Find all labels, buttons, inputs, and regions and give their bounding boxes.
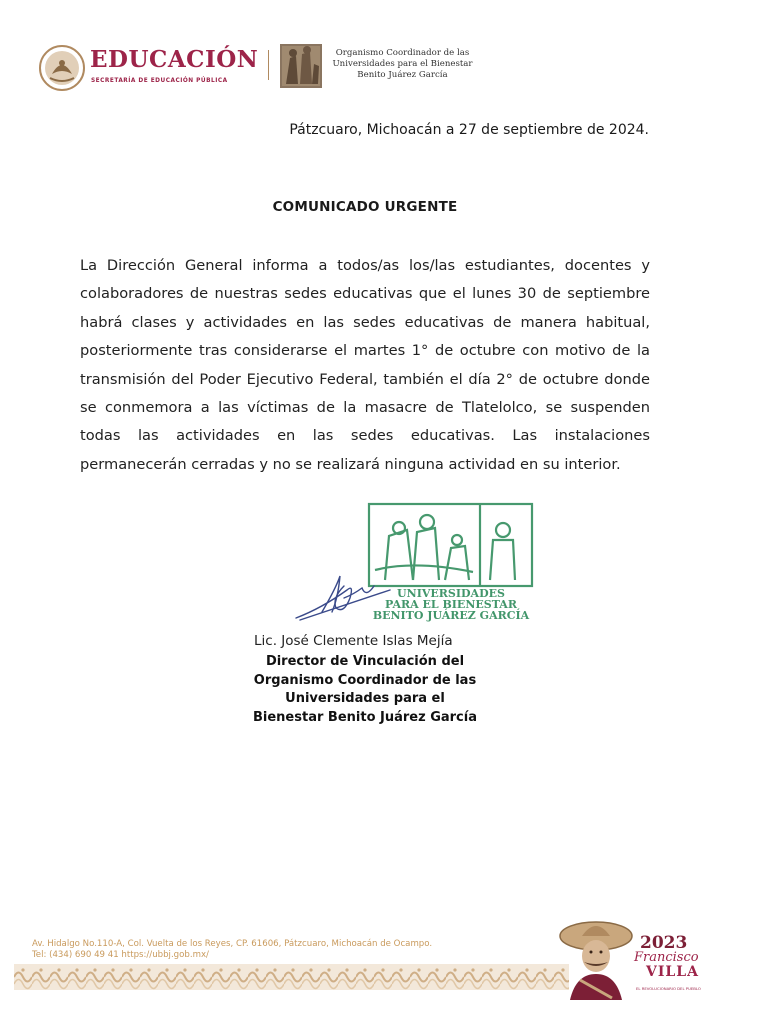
header-divider [268, 50, 269, 80]
villa-caption: EL REVOLUCIONARIO DEL PUEBLO [636, 986, 701, 991]
place-and-date: Pátzcuaro, Michoacán a 27 de septiembre de 2024. [289, 122, 649, 138]
org-name-line: Universidades para el Bienestar [332, 59, 473, 69]
footer-address: Av. Hidalgo No.110-A, Col. Vuelta de los Reyes, CP. 61606, Pátzcuaro, Michoacán de Ocampo. [32, 939, 433, 949]
stamp-line: UNIVERSIDADES [397, 587, 505, 600]
organization-name [330, 48, 475, 81]
villa-last-name: VILLA [646, 964, 699, 980]
signer-title-line: Bienestar Benito Juárez García [253, 709, 477, 725]
org-name-line: Benito Juárez García [357, 70, 448, 80]
body-paragraph: La Dirección General informa a todos/as los/las estudiantes, docentes y colaboradores de nuestras sedes educativas que el lunes 30 de septiembre habrá clases y actividades en las sedes educativas de manera habitual, posteriormente tras considerarse el martes 1° de octubre con motivo de la transmisión del Poder Ejecutivo Federal, también el día 2° de octubre donde se conmemora a las víctimas de la masacre de Tlatelolco, se suspenden todas las actividades en las sedes educativas. Las instalaciones permanecerán cerradas y no se realizará ninguna actividad en su interior. [80, 257, 650, 473]
signer-title [200, 653, 530, 727]
signer-name: Lic. José Clemente Islas Mejía [254, 633, 453, 649]
footer-contact: Tel: (434) 690 49 41 https://ubbj.gob.mx/ [32, 950, 209, 960]
signer-title-line: Director de Vinculación del [265, 654, 465, 669]
decorative-footer-band [14, 964, 569, 990]
org-name-line: Organismo Coordinador de las [335, 48, 470, 58]
villa-first-name: Francisco [634, 950, 699, 965]
signer-title-line: Universidades para el [285, 691, 445, 706]
francisco-villa-portrait [556, 914, 636, 1000]
villa-year: 2023 [640, 933, 688, 953]
stamp-line: PARA EL BIENESTAR [385, 598, 517, 611]
handwritten-signature [292, 568, 392, 623]
signer-title-line: Organismo Coordinador de las [253, 672, 477, 688]
document-title: COMUNICADO URGENTE [272, 199, 458, 215]
stamp-line: BENITO JUÁREZ GARCÍA [372, 609, 530, 622]
education-wordmark: EDUCACIÓN [90, 46, 259, 73]
eagle-seal-icon [38, 44, 86, 92]
education-subtitle: SECRETARÍA DE EDUCACIÓN PÚBLICA [91, 78, 228, 84]
mural-logo-icon [280, 44, 322, 88]
